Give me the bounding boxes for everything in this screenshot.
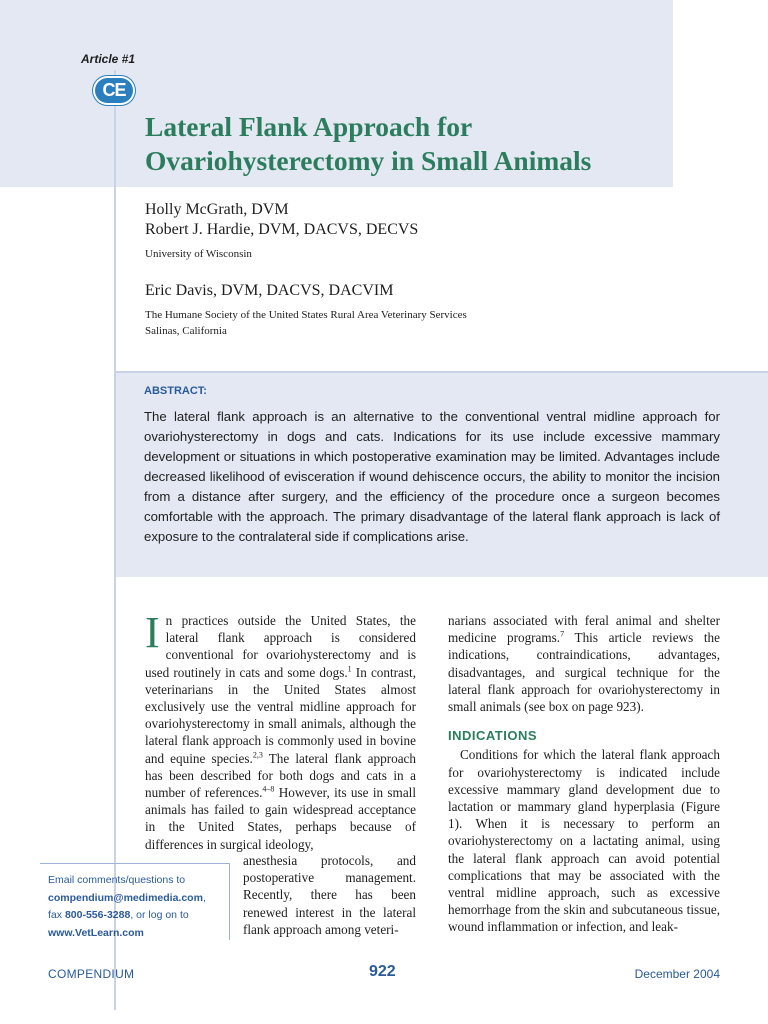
- body-text: Conditions for which the lateral flank approach for ovariohysterectomy is indicated include excessive mammary gland development due to lactation or mammary gland hyperplasia (Figure 1). When it is necessary to perform an ovariohysterectomy on a lactating animal, using the lateral flank approach can avoid potential complications that may be associated with the ventral midline approach, such as excessive hemorrhage from the skin and subcutaneous tissue, wound inflammation or infection, and leak-: [448, 747, 720, 935]
- abstract-box: [116, 371, 768, 577]
- fax-number: 800-556-3288: [64, 909, 131, 921]
- body-text: This article reviews the indications, contraindications, advantages, disadvantages, and surgical technique for the lateral flank approach for ovariohysterectomy in small animals (see box on page 923).: [448, 630, 720, 715]
- contact-note-box: [40, 863, 230, 940]
- body-text: In contrast, veterinarians in the United States almost exclusively use the ventral midline approach for ovariohysterectomy in small animals, although the lateral flank approach is commonly used in bovine and equine species.: [145, 664, 417, 766]
- ce-badge: CE: [95, 78, 133, 103]
- drop-cap: I: [145, 608, 160, 657]
- fax-prefix: fax: [48, 909, 65, 921]
- email-link[interactable]: compendium@medimedia.com: [48, 891, 203, 904]
- body-text: n practices outside the United States, the lateral flank approach is considered conventional for ovariohysterectomy and is used routinely in cats and some dogs.: [145, 613, 416, 680]
- website-link[interactable]: www.VetLearn.com: [48, 926, 144, 939]
- body-column-1: [145, 608, 417, 853]
- article-label: Article #1: [81, 52, 136, 66]
- contact-note-web-line: [48, 925, 233, 943]
- abstract-label: ABSTRACT:: [144, 385, 207, 397]
- author-affiliation-1: University of Wisconsin: [145, 248, 252, 260]
- title-line-2: Ovariohysterectomy in Small Animals: [145, 145, 592, 176]
- contact-note-fax-line: [48, 907, 233, 925]
- footer-journal: COMPENDIUM: [48, 967, 135, 981]
- author-name-1: Holly McGrath, DVM: [145, 201, 289, 218]
- body-text: anesthesia protocols, and postoperative management. Recently, there has been renewed interest in the lateral flank approach among veteri-: [243, 853, 416, 937]
- author-name-2: Robert J. Hardie, DVM, DACVS, DECVS: [145, 221, 419, 238]
- author-block-2: [145, 281, 467, 339]
- author-affiliation-2-line-2: Salinas, California: [145, 325, 227, 337]
- contact-note: [48, 872, 233, 942]
- author-name-3: Eric Davis, DVM, DACVS, DACVIM: [145, 282, 394, 299]
- reference-superscript: 7: [560, 629, 565, 639]
- body-column-1-continued: [243, 852, 416, 938]
- author-affiliation-2-line-1: The Humane Society of the United States Rural Area Veterinary Services: [145, 309, 467, 321]
- contact-note-comma: ,: [202, 891, 206, 904]
- section-heading-indications: INDICATIONS: [448, 728, 538, 744]
- footer-page-number: 922: [369, 963, 396, 980]
- footer-date: December 2004: [634, 967, 720, 981]
- body-text: However, its use in small animals has failed to gain widespread acceptance in the United States, perhaps because of differences in surgical ideology,: [145, 785, 416, 852]
- fax-suffix: , or log on to: [130, 909, 189, 921]
- title-line-1: Lateral Flank Approach for: [145, 111, 473, 142]
- body-text: narians associated with feral animal and shelter medicine programs.: [448, 613, 720, 646]
- contact-note-line: Email comments/questions to: [48, 874, 186, 886]
- abstract-text: The lateral flank approach is an alternative to the conventional ventral midline approach for ovariohysterectomy in dogs and cats. Indications for its use include excessive mammary development or situations in which postoperative examination may be limited. Advantages include decreased likelihood of evisceration if wound dehiscence occurs, the ability to monitor the incision from a distance after surgery, and the efficiency of the procedure once a surgeon becomes comfortable with the approach. The primary disadvantage of the lateral flank approach is lack of exposure to the contralateral side if complications arise.: [144, 409, 720, 544]
- author-block-1: [145, 200, 418, 262]
- reference-superscript: 2,3: [252, 750, 263, 760]
- body-text: The lateral flank approach has been described for both dogs and cats in a number of references.: [145, 750, 416, 801]
- reference-superscript: 1: [347, 664, 352, 674]
- reference-superscript: 4–8: [262, 784, 275, 794]
- body-column-2: [448, 612, 720, 936]
- contact-note-email-line: [48, 890, 233, 908]
- article-title: [145, 110, 685, 178]
